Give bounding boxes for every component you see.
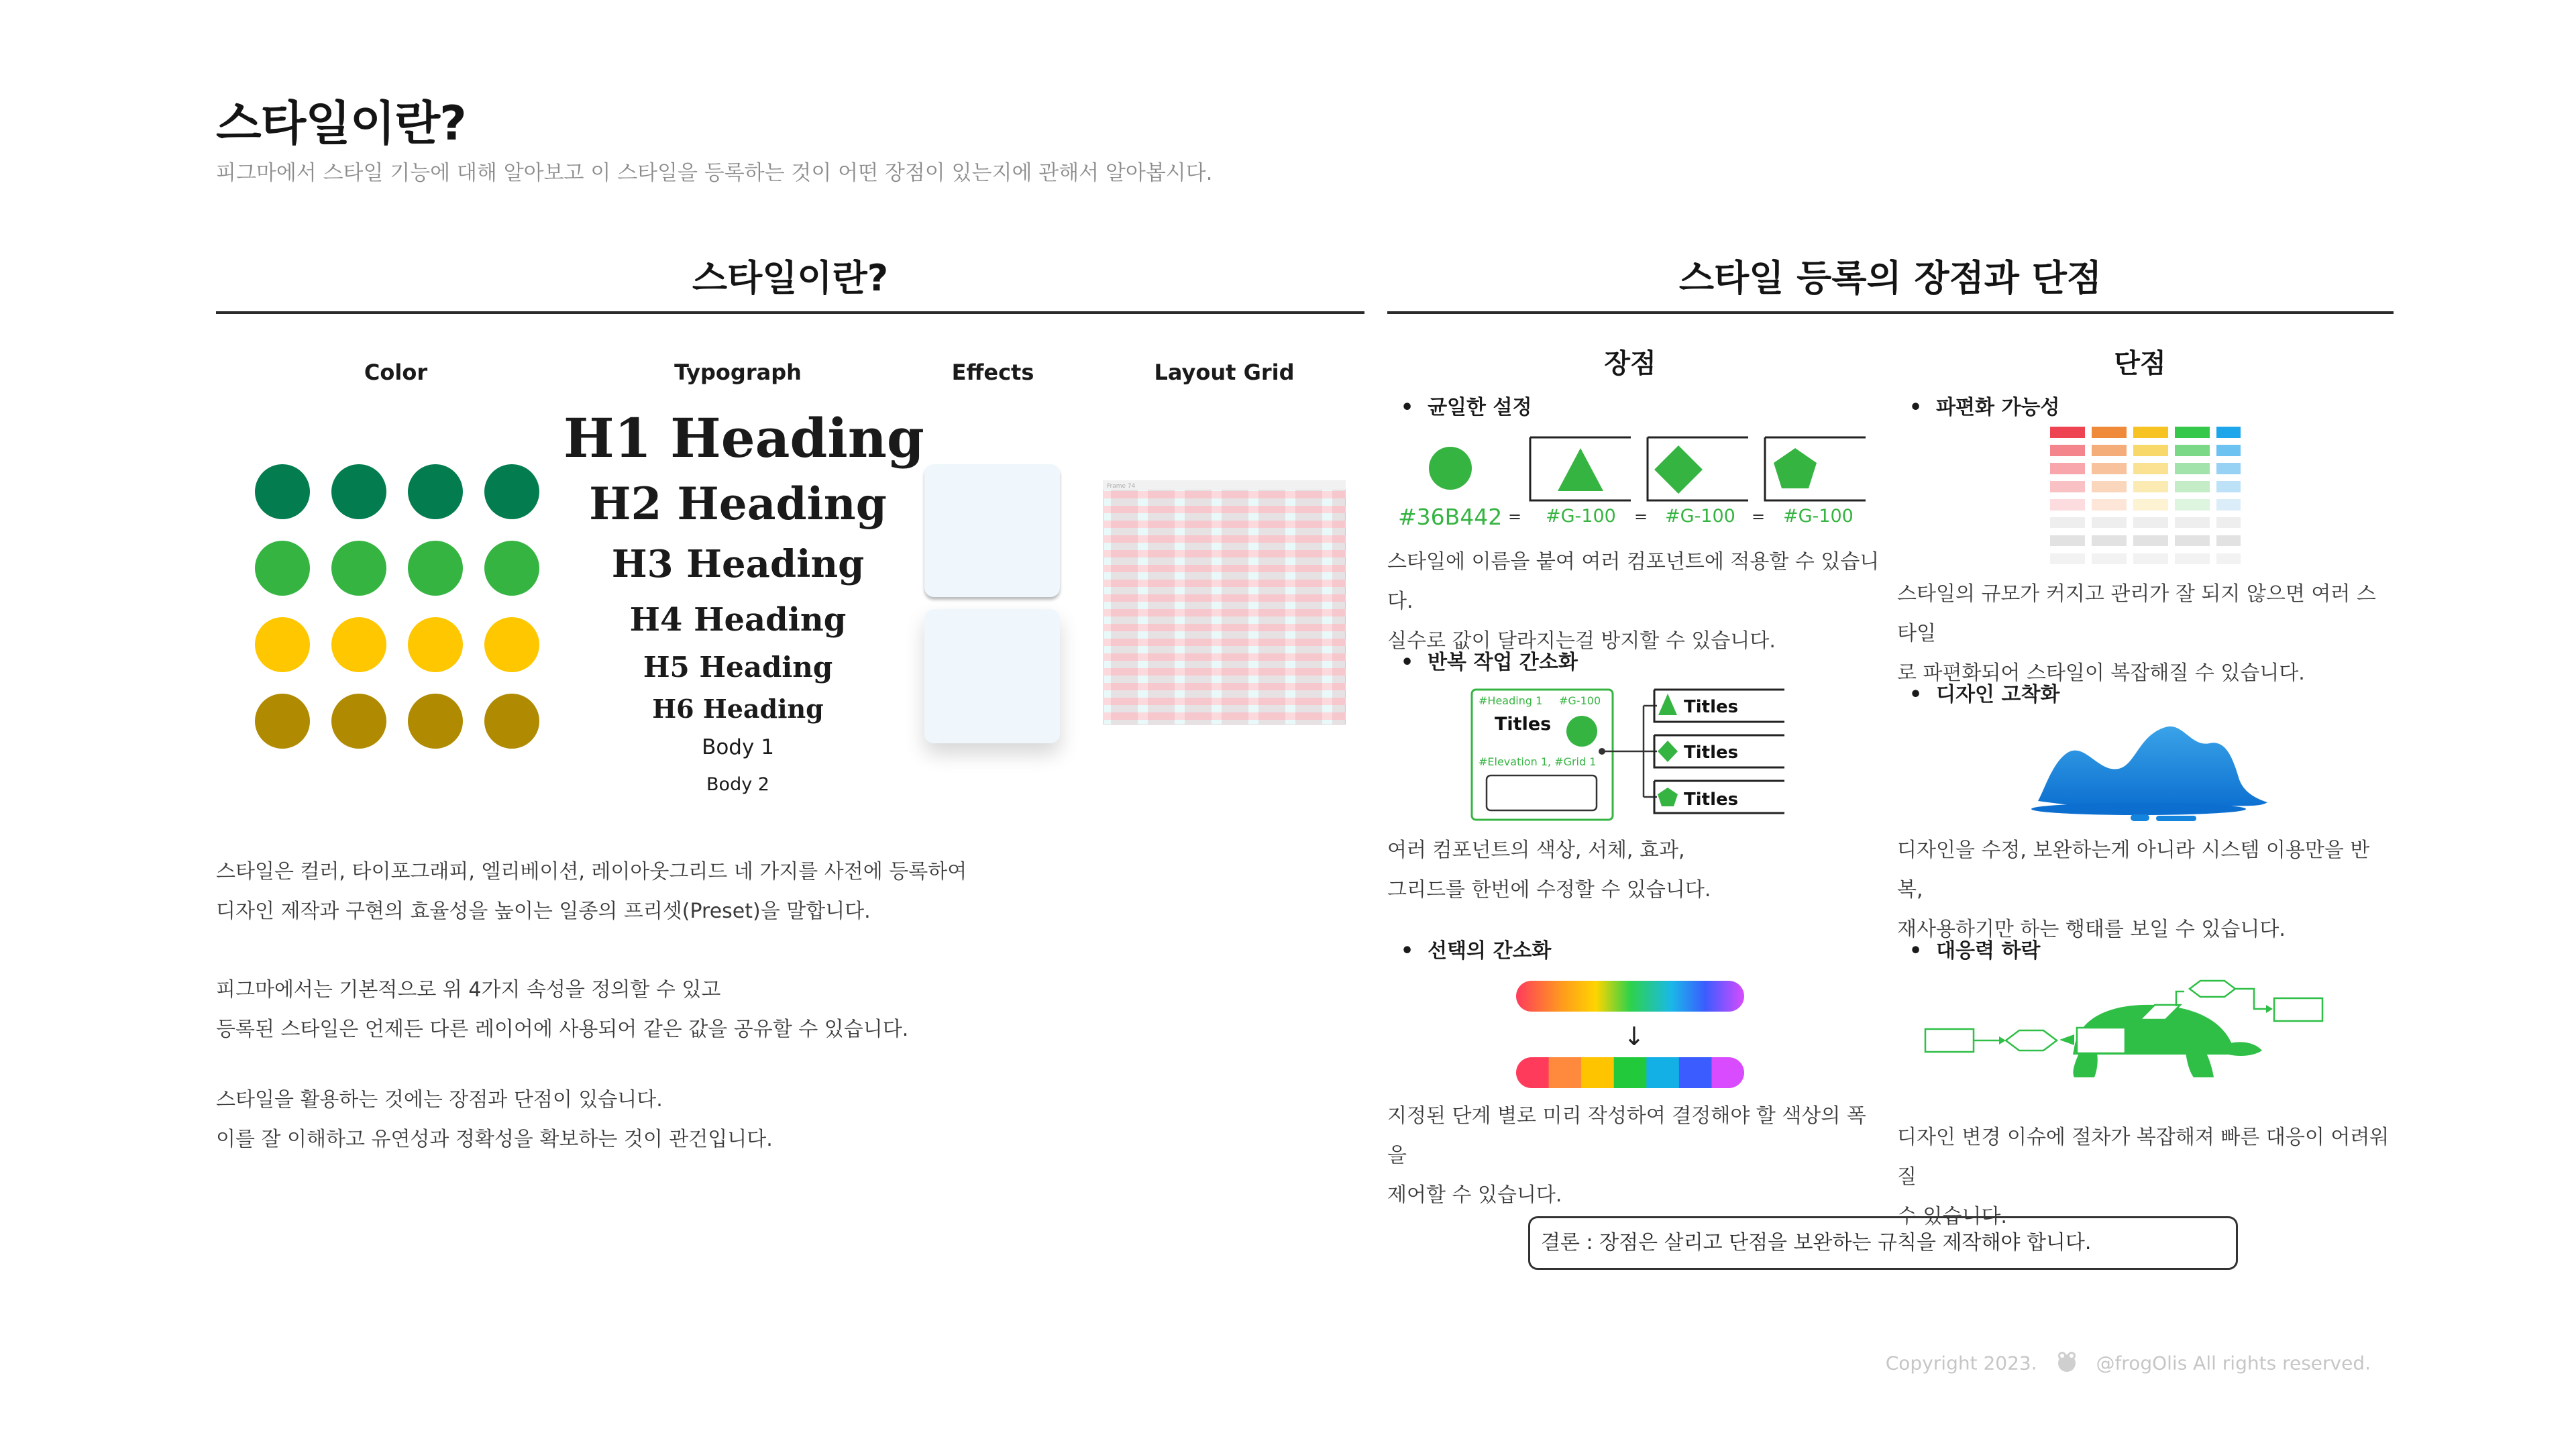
pros-item-2-line-2: 그리드를 한번에 수정할 수 있습니다. [1387,878,1711,902]
typo-h3: H3 Heading [611,542,865,586]
column-label-typograph: Typograph [674,360,802,385]
intro-line-2: 디자인 제작과 구현의 효율성을 높이는 일종의 프리셋(Preset)을 말합니다. [216,900,871,923]
color-swatch [255,694,310,749]
column-label-effects: Effects [951,360,1034,385]
cons-item-3-line-1: 디자인 변경 이슈에 절차가 복잡해져 빠른 대응이 어려워질 [1897,1126,2390,1189]
token-label-2: #G-100 [1665,506,1735,527]
pros-item-3-line-2: 제어할 수 있습니다. [1387,1183,1562,1207]
target-triangle-icon [1658,694,1677,715]
color-swatch [408,617,463,672]
color-swatch [255,617,310,672]
cons-item-2-title-text: 디자인 고착화 [1936,683,2060,706]
pros-item-2-title-text: 반복 작업 간소화 [1428,651,1578,674]
intro-line-1: 스타일은 컬러, 타이포그래피, 엘리베이션, 레이아웃그리드 네 가지를 사전에 등록하여 [216,860,967,883]
target-title-3: Titles [1684,790,1739,810]
pros-item-2-title: • 반복 작업 간소화 [1401,651,1578,674]
color-swatch [331,617,386,672]
color-swatch [484,617,539,672]
diamond-icon [1654,445,1703,494]
cons-item-2-line-2: 재사용하기만 하는 행태를 보일 수 있습니다. [1897,918,2286,941]
pros-item-2-desc [1387,830,1884,910]
cons-item-3-title: • 대응력 하락 [1909,939,2041,963]
down-arrow-icon: ↓ [1623,1022,1645,1051]
stepped-color-bar [1516,1057,1745,1088]
hex-label: #36B442 [1398,504,1503,530]
color-swatch [255,464,310,519]
cons-item-2-title: • 디자인 고착화 [1909,683,2060,706]
equals-label-2: = [1634,507,1648,526]
credit-text: @frogOlis All rights reserved. [2096,1352,2371,1375]
cons-item-3-title-text: 대응력 하락 [1936,939,2041,963]
pentagon-icon [1774,448,1817,488]
intro-paragraph-1 [216,852,1155,931]
token-label-3: #G-100 [1783,506,1854,527]
pros-item-1-desc [1387,542,1884,661]
column-label-color: Color [364,360,428,385]
typo-h5: H5 Heading [643,651,833,684]
frog-logo-icon [2055,1350,2078,1378]
conclusion-box: 결론 : 장점은 살리고 단점을 보완하는 규칙을 제작해야 합니다. [1528,1216,2238,1270]
fragmentation-illustration [2039,425,2241,566]
pros-item-3-title: • 선택의 간소화 [1401,939,1552,963]
token-label-1: #G-100 [1546,506,1616,527]
color-swatch [484,694,539,749]
intro-line-5: 스타일을 활용하는 것에는 장점과 단점이 있습니다. [216,1088,663,1112]
intro-line-3: 피그마에서는 기본적으로 위 4가지 속성을 정의할 수 있고 [216,978,721,1002]
cons-item-1-line-2: 로 파편화되어 스타일이 복잡해질 수 있습니다. [1897,661,2305,685]
pros-heading: 장점 [1604,348,1656,379]
cons-item-1-desc [1897,574,2394,693]
cons-item-1-title-text: 파편화 가능성 [1936,396,2060,419]
left-section-divider [216,311,1364,314]
cons-item-3-line-2: 수 있습니다. [1897,1205,2007,1228]
color-swatch [331,464,386,519]
color-swatch [255,541,310,596]
copyright-text: Copyright 2023. [1885,1352,2037,1375]
typo-h1: H1 Heading [564,407,924,470]
pros-item-3-title-text: 선택의 간소화 [1428,939,1552,963]
pros-item-1-line-2: 실수로 값이 달라지는걸 방지할 수 있습니다. [1387,629,1776,653]
tag-heading: #Heading 1 [1479,694,1543,707]
right-section-divider [1387,311,2394,314]
cons-item-1-line-1: 스타일의 규모가 커지고 관리가 잘 되지 않으면 여러 스타일 [1897,582,2376,645]
selection-simplify-illustration [1513,974,1748,1095]
typo-body-2: Body 2 [706,774,769,795]
uniform-setting-illustration [1393,429,1876,537]
effect-card-elevation-1 [924,464,1060,597]
cons-item-2-line-1: 디자인을 수정, 보완하는게 아니라 시스템 이용만을 반복, [1897,839,2370,902]
typo-h2: H2 Heading [589,478,887,530]
cons-item-1-title: • 파편화 가능성 [1909,396,2060,419]
target-pentagon-icon [1658,788,1678,806]
melting-design-icon [2018,715,2286,829]
tag-color: #G-100 [1559,694,1601,707]
pros-item-3-line-1: 지정된 단계 별로 미리 작성하여 결정해야 할 색상의 폭을 [1387,1104,1866,1167]
pros-item-2-line-1: 여러 컴포넌트의 색상, 서체, 효과, [1387,839,1685,862]
intro-line-4: 등록된 스타일은 언제든 다른 레이어에 사용되어 같은 값을 공유할 수 있습니다. [216,1018,909,1041]
triangle-icon [1558,448,1603,491]
typo-h4: H4 Heading [629,601,847,639]
layout-grid-preview [1103,480,1346,724]
right-section-title: 스타일 등록의 장점과 단점 [1678,257,2102,299]
cons-item-2-desc [1897,830,2394,949]
color-swatch [408,541,463,596]
effect-card-elevation-2 [924,609,1060,743]
color-swatch [408,694,463,749]
typo-body-1: Body 1 [702,735,774,759]
column-label-layout-grid: Layout Grid [1154,360,1295,385]
cons-heading: 단점 [2114,348,2166,379]
color-swatch [331,694,386,749]
equals-label-1: = [1508,507,1522,526]
color-swatch [408,464,463,519]
equals-label-3: = [1752,507,1766,526]
intro-line-6: 이를 잘 이해하고 유연성과 정확성을 확보하는 것이 관건입니다. [216,1128,773,1151]
pros-item-1-title: • 균일한 설정 [1401,396,1532,419]
copyright-footer [1886,1350,2371,1378]
repeat-work-illustration [1469,684,1791,825]
page-subtitle: 피그마에서 스타일 기능에 대해 알아보고 이 스타일을 등록하는 것이 어떤 장점이 있는지에 관해서 알아봅시다. [216,161,1213,185]
sample-title: Titles [1495,714,1552,735]
color-swatch [331,541,386,596]
color-swatch [484,464,539,519]
layout-grid-frame-label: Frame 74 [1107,483,1136,490]
typo-h6: H6 Heading [652,694,824,724]
turtle-process-illustration [1919,973,2361,1087]
left-section-title: 스타일이란? [692,257,889,299]
page-title: 스타일이란? [216,96,466,151]
continuous-color-bar [1516,981,1744,1012]
target-title-2: Titles [1684,743,1739,763]
tag-elevation-grid: #Elevation 1, #Grid 1 [1479,755,1597,768]
color-token-circle-icon [1429,447,1472,490]
pros-item-3-desc [1387,1096,1884,1215]
intro-paragraph-3 [216,1080,1155,1159]
color-swatch [484,541,539,596]
pros-item-1-line-1: 스타일에 이름을 붙여 여러 컴포넌트에 적용할 수 있습니다. [1387,550,1880,613]
sample-circle-icon [1566,716,1597,747]
target-title-1: Titles [1684,697,1739,717]
target-diamond-icon [1658,741,1678,762]
intro-paragraph-2 [216,970,1155,1049]
pros-item-1-title-text: 균일한 설정 [1428,396,1532,419]
